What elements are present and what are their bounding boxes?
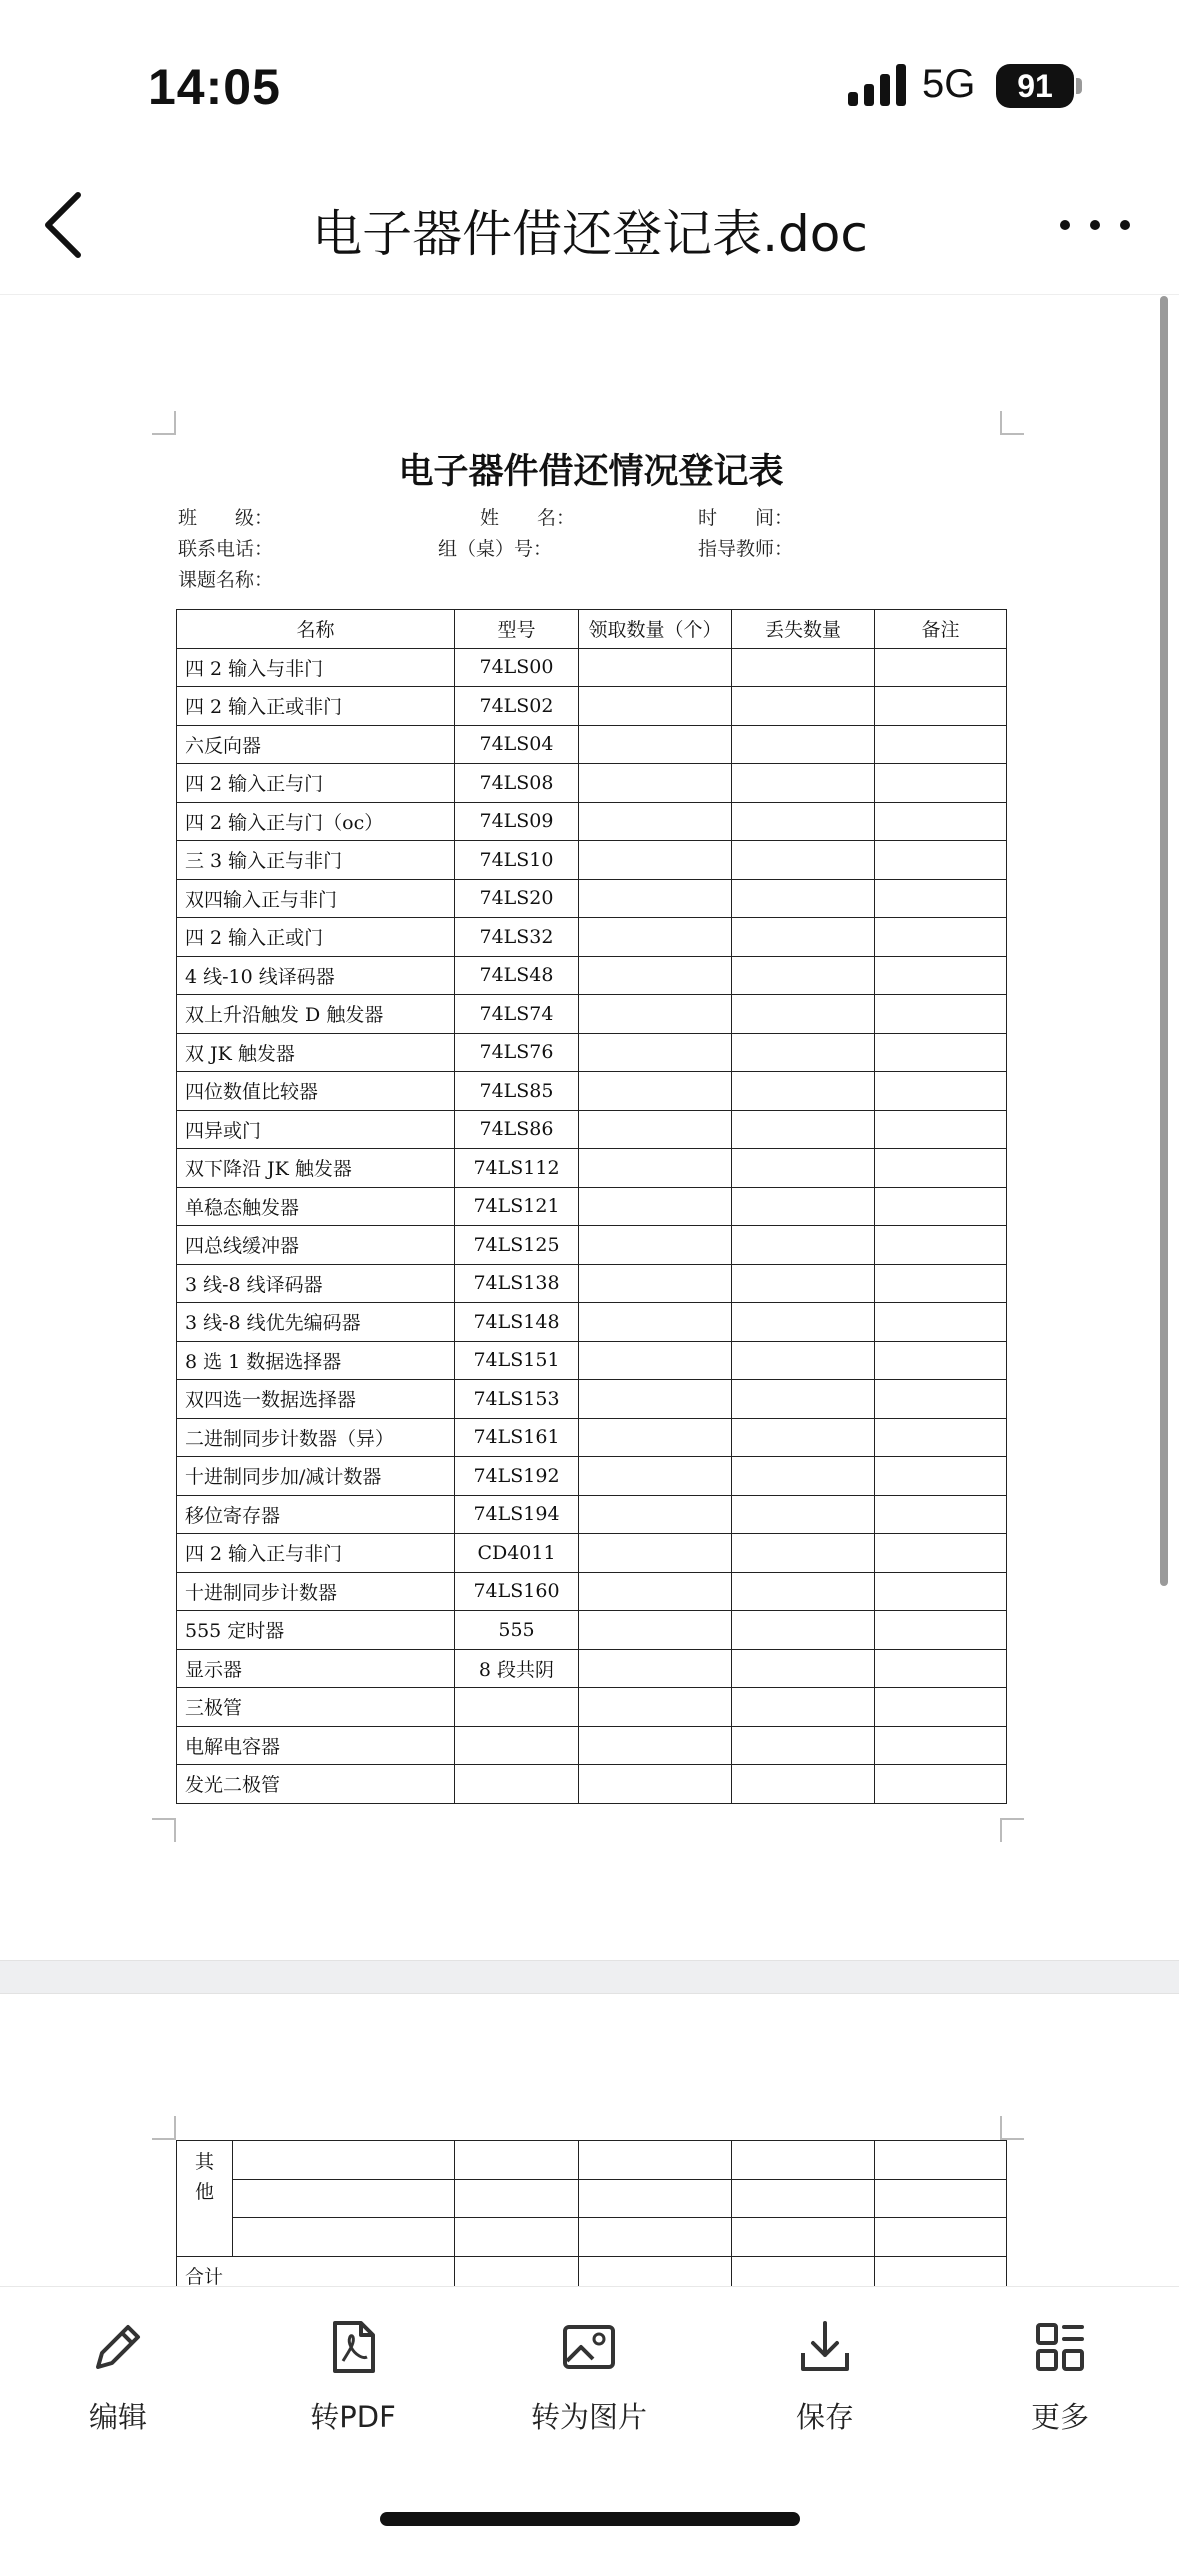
table-row (177, 1187, 1007, 1226)
quantity-cell (579, 1534, 732, 1573)
lost-cell (732, 1457, 875, 1496)
table-row (177, 1726, 1007, 1765)
quantity-cell (579, 1072, 732, 1111)
table-cell (579, 2256, 732, 2286)
component-model: 74LS125 (455, 1226, 579, 1265)
table-row (177, 841, 1007, 880)
quantity-cell (579, 1187, 732, 1226)
chevron-left-icon (40, 185, 90, 265)
remark-cell (875, 1726, 1007, 1765)
component-name: 555 定时器 (177, 1611, 455, 1650)
lost-cell (732, 1072, 875, 1111)
quantity-cell (579, 1495, 732, 1534)
quantity-cell (579, 1149, 732, 1188)
quantity-cell (579, 764, 732, 803)
table-row (177, 764, 1007, 803)
table-cell (579, 2141, 732, 2180)
back-button[interactable] (40, 185, 90, 265)
remark-cell (875, 1264, 1007, 1303)
table-row (177, 1264, 1007, 1303)
page-corner-mark (1000, 411, 1024, 435)
battery-tip (1076, 78, 1082, 94)
other-label: 其他 (194, 2151, 214, 2203)
component-name: 四 2 输入与非门 (177, 648, 455, 687)
component-model: 74LS194 (455, 1495, 579, 1534)
component-model: 74LS161 (455, 1418, 579, 1457)
component-name: 四异或门 (177, 1110, 455, 1149)
lost-cell (732, 1572, 875, 1611)
doc-heading: 电子器件借还情况登记表 (398, 451, 784, 492)
header-quantity: 领取数量（个） (579, 610, 732, 649)
remark-cell (875, 1380, 1007, 1419)
table-row (177, 1495, 1007, 1534)
component-model: 74LS192 (455, 1457, 579, 1496)
component-name: 发光二极管 (177, 1765, 455, 1804)
table-header-row (177, 610, 1007, 649)
component-name: 四 2 输入正与非门 (177, 1534, 455, 1573)
lost-cell (732, 1380, 875, 1419)
other-label-cell (177, 2141, 233, 2257)
lost-cell (732, 1264, 875, 1303)
table-row (177, 725, 1007, 764)
remark-cell (875, 1187, 1007, 1226)
table-row (177, 1688, 1007, 1727)
lost-cell (732, 1688, 875, 1727)
more-label: 更多 (1030, 2400, 1089, 2434)
total-label: 合计 (185, 2265, 224, 2286)
table-row (177, 879, 1007, 918)
component-model: 74LS153 (455, 1380, 579, 1419)
page-corner-mark (152, 2116, 176, 2140)
table-cell (233, 2179, 455, 2218)
convert-image-button[interactable] (509, 2317, 669, 2436)
remark-cell (875, 1226, 1007, 1265)
convert-image-label: 转为图片 (530, 2400, 647, 2434)
lost-cell (732, 687, 875, 726)
lost-cell (732, 764, 875, 803)
quantity-cell (579, 1457, 732, 1496)
save-button[interactable] (745, 2317, 905, 2436)
remark-cell (875, 1611, 1007, 1650)
home-indicator (380, 2512, 800, 2526)
component-model (455, 1765, 579, 1804)
component-model: 74LS151 (455, 1341, 579, 1380)
page-corner-mark (152, 411, 176, 435)
status-bar (0, 0, 1179, 160)
header-remark: 备注 (875, 610, 1007, 649)
convert-pdf-button[interactable] (273, 2317, 433, 2436)
document-title: 电子器件借还登记表.doc (312, 205, 868, 263)
component-name: 移位寄存器 (177, 1495, 455, 1534)
table-row (177, 1649, 1007, 1688)
quantity-cell (579, 1649, 732, 1688)
remark-cell (875, 1149, 1007, 1188)
component-name: 四 2 输入正或非门 (177, 687, 455, 726)
network-type: 5G (922, 62, 976, 106)
table-row (177, 1110, 1007, 1149)
quantity-cell (579, 725, 732, 764)
component-name: 单稳态触发器 (177, 1187, 455, 1226)
component-name: 六反向器 (177, 725, 455, 764)
component-name: 二进制同步计数器（异） (177, 1418, 455, 1457)
status-time: 14:05 (148, 59, 281, 115)
table-row (177, 687, 1007, 726)
lost-cell (732, 1303, 875, 1342)
remark-cell (875, 1765, 1007, 1804)
component-model: 74LS09 (455, 802, 579, 841)
lost-cell (732, 1611, 875, 1650)
remark-cell (875, 802, 1007, 841)
time-label: 时 间： (698, 507, 794, 529)
remark-cell (875, 687, 1007, 726)
table-cell (233, 2218, 455, 2257)
remark-cell (875, 1457, 1007, 1496)
table-row (177, 802, 1007, 841)
quantity-cell (579, 918, 732, 957)
remark-cell (875, 1303, 1007, 1342)
remark-cell (875, 725, 1007, 764)
quantity-cell (579, 648, 732, 687)
edit-label: 编辑 (88, 2400, 147, 2434)
component-model: 74LS85 (455, 1072, 579, 1111)
lost-cell (732, 1534, 875, 1573)
scrollbar[interactable] (1160, 296, 1168, 1586)
component-model: 74LS00 (455, 648, 579, 687)
table-cell (875, 2256, 1007, 2286)
lost-cell (732, 841, 875, 880)
remark-cell (875, 879, 1007, 918)
remark-cell (875, 1341, 1007, 1380)
battery-icon: 91 (996, 64, 1074, 108)
pdf-icon (323, 2317, 383, 2377)
table-row (177, 1226, 1007, 1265)
component-model: 74LS48 (455, 956, 579, 995)
total-label-cell (177, 2256, 455, 2286)
table-cell (579, 2179, 732, 2218)
table-cell (732, 2256, 875, 2286)
remark-cell (875, 1072, 1007, 1111)
component-name: 双四输入正与非门 (177, 879, 455, 918)
remark-cell (875, 764, 1007, 803)
component-name: 四位数值比较器 (177, 1072, 455, 1111)
lost-cell (732, 1726, 875, 1765)
lost-cell (732, 1649, 875, 1688)
table-cell (233, 2141, 455, 2180)
header-model: 型号 (455, 610, 579, 649)
quantity-cell (579, 1380, 732, 1419)
page-separator (0, 1960, 1179, 1994)
lost-cell (732, 918, 875, 957)
nav-bar (0, 160, 1179, 295)
table-row (177, 2218, 1007, 2257)
quantity-cell (579, 1418, 732, 1457)
table-row (177, 1033, 1007, 1072)
table-row (177, 1149, 1007, 1188)
table-cell (732, 2141, 875, 2180)
table-row (177, 2141, 1007, 2180)
quantity-cell (579, 1110, 732, 1149)
component-model: 74LS138 (455, 1264, 579, 1303)
convert-pdf-label: 转PDF (310, 2400, 396, 2434)
phone-label: 联系电话： (178, 538, 274, 560)
quantity-cell (579, 687, 732, 726)
component-model: 8 段共阴 (455, 1649, 579, 1688)
table-row (177, 1534, 1007, 1573)
class-label: 班 级： (178, 507, 274, 529)
quantity-cell (579, 1341, 732, 1380)
quantity-cell (579, 1688, 732, 1727)
save-label: 保存 (795, 2400, 854, 2434)
component-table (176, 609, 1007, 1804)
lost-cell (732, 1110, 875, 1149)
lost-cell (732, 802, 875, 841)
remark-cell (875, 956, 1007, 995)
image-icon (559, 2317, 619, 2377)
component-name: 十进制同步加/减计数器 (177, 1457, 455, 1496)
component-model (455, 1688, 579, 1727)
signal-icon (848, 64, 906, 106)
table-cell (455, 2218, 579, 2257)
table-cell (875, 2218, 1007, 2257)
table-body (177, 648, 1007, 1803)
component-name: 8 选 1 数据选择器 (177, 1341, 455, 1380)
page-corner-mark (152, 1818, 176, 1842)
quantity-cell (579, 956, 732, 995)
grid-icon (1030, 2317, 1090, 2377)
remark-cell (875, 1649, 1007, 1688)
component-name: 四总线缓冲器 (177, 1226, 455, 1265)
lost-cell (732, 879, 875, 918)
table-row (177, 1303, 1007, 1342)
name-label: 姓 名： (480, 507, 576, 529)
quantity-cell (579, 1611, 732, 1650)
dot (1090, 220, 1100, 230)
table-row (177, 1072, 1007, 1111)
lost-cell (732, 956, 875, 995)
component-model (455, 1726, 579, 1765)
table-cell (579, 2218, 732, 2257)
table-row (177, 956, 1007, 995)
component-model: 74LS121 (455, 1187, 579, 1226)
table-row (177, 1341, 1007, 1380)
header-name: 名称 (177, 610, 455, 649)
dot (1120, 220, 1130, 230)
table-row (177, 648, 1007, 687)
component-model: 74LS08 (455, 764, 579, 803)
lost-cell (732, 1033, 875, 1072)
component-name: 4 线-10 线译码器 (177, 956, 455, 995)
remark-cell (875, 1688, 1007, 1727)
table-cell (732, 2218, 875, 2257)
lost-cell (732, 1765, 875, 1804)
component-name: 3 线-8 线优先编码器 (177, 1303, 455, 1342)
component-model: 555 (455, 1611, 579, 1650)
component-name: 双上升沿触发 D 触发器 (177, 995, 455, 1034)
quantity-cell (579, 1726, 732, 1765)
table-cell (455, 2141, 579, 2180)
lost-cell (732, 995, 875, 1034)
document-viewport[interactable] (0, 296, 1179, 2286)
remark-cell (875, 1534, 1007, 1573)
quantity-cell (579, 1572, 732, 1611)
lost-cell (732, 1418, 875, 1457)
table-cell (875, 2179, 1007, 2218)
lost-cell (732, 1149, 875, 1188)
component-name: 四 2 输入正与门 (177, 764, 455, 803)
quantity-cell (579, 841, 732, 880)
component-model: 74LS160 (455, 1572, 579, 1611)
table-row (177, 1418, 1007, 1457)
dot (1060, 220, 1070, 230)
remark-cell (875, 995, 1007, 1034)
component-name: 四 2 输入正或门 (177, 918, 455, 957)
component-model: 74LS74 (455, 995, 579, 1034)
component-model: 74LS76 (455, 1033, 579, 1072)
lost-cell (732, 725, 875, 764)
component-model: 74LS20 (455, 879, 579, 918)
quantity-cell (579, 1765, 732, 1804)
lost-cell (732, 1341, 875, 1380)
table-row (177, 995, 1007, 1034)
component-model: 74LS86 (455, 1110, 579, 1149)
component-name: 双 JK 触发器 (177, 1033, 455, 1072)
pencil-icon (88, 2317, 148, 2377)
quantity-cell (579, 879, 732, 918)
quantity-cell (579, 995, 732, 1034)
remark-cell (875, 1110, 1007, 1149)
table-row (177, 918, 1007, 957)
component-model: CD4011 (455, 1534, 579, 1573)
component-model: 74LS10 (455, 841, 579, 880)
component-model: 74LS02 (455, 687, 579, 726)
page2-table (176, 2140, 1007, 2286)
table-row (177, 1457, 1007, 1496)
table-cell (455, 2179, 579, 2218)
component-name: 电解电容器 (177, 1726, 455, 1765)
more-button[interactable] (980, 2317, 1140, 2436)
component-name: 三 3 输入正与非门 (177, 841, 455, 880)
component-name: 十进制同步计数器 (177, 1572, 455, 1611)
quantity-cell (579, 1303, 732, 1342)
lost-cell (732, 1495, 875, 1534)
table-cell (732, 2179, 875, 2218)
component-model: 74LS112 (455, 1149, 579, 1188)
page-corner-mark (1000, 2116, 1024, 2140)
component-name: 双下降沿 JK 触发器 (177, 1149, 455, 1188)
component-name: 三极管 (177, 1688, 455, 1727)
lost-cell (732, 648, 875, 687)
remark-cell (875, 1572, 1007, 1611)
group-label: 组（桌）号： (438, 538, 553, 560)
table-row (177, 1611, 1007, 1650)
component-model: 74LS148 (455, 1303, 579, 1342)
table-row (177, 2179, 1007, 2218)
component-name: 四 2 输入正与门（oc） (177, 802, 455, 841)
header-lost: 丢失数量 (732, 610, 875, 649)
table-row (177, 2256, 1007, 2286)
remark-cell (875, 918, 1007, 957)
component-model: 74LS04 (455, 725, 579, 764)
quantity-cell (579, 1033, 732, 1072)
quantity-cell (579, 802, 732, 841)
more-options-button[interactable] (1060, 200, 1130, 250)
table-row (177, 1572, 1007, 1611)
topic-label: 课题名称： (178, 569, 274, 591)
remark-cell (875, 841, 1007, 880)
edit-button[interactable] (38, 2317, 198, 2436)
component-name: 双四选一数据选择器 (177, 1380, 455, 1419)
remark-cell (875, 1495, 1007, 1534)
page-corner-mark (1000, 1818, 1024, 1842)
component-name: 显示器 (177, 1649, 455, 1688)
table-row (177, 1765, 1007, 1804)
table-cell (455, 2256, 579, 2286)
remark-cell (875, 1033, 1007, 1072)
remark-cell (875, 648, 1007, 687)
teacher-label: 指导教师： (698, 538, 794, 560)
remark-cell (875, 1418, 1007, 1457)
lost-cell (732, 1226, 875, 1265)
quantity-cell (579, 1226, 732, 1265)
table-row (177, 1380, 1007, 1419)
table-cell (875, 2141, 1007, 2180)
download-icon (795, 2317, 855, 2377)
quantity-cell (579, 1264, 732, 1303)
component-model: 74LS32 (455, 918, 579, 957)
lost-cell (732, 1187, 875, 1226)
component-name: 3 线-8 线译码器 (177, 1264, 455, 1303)
